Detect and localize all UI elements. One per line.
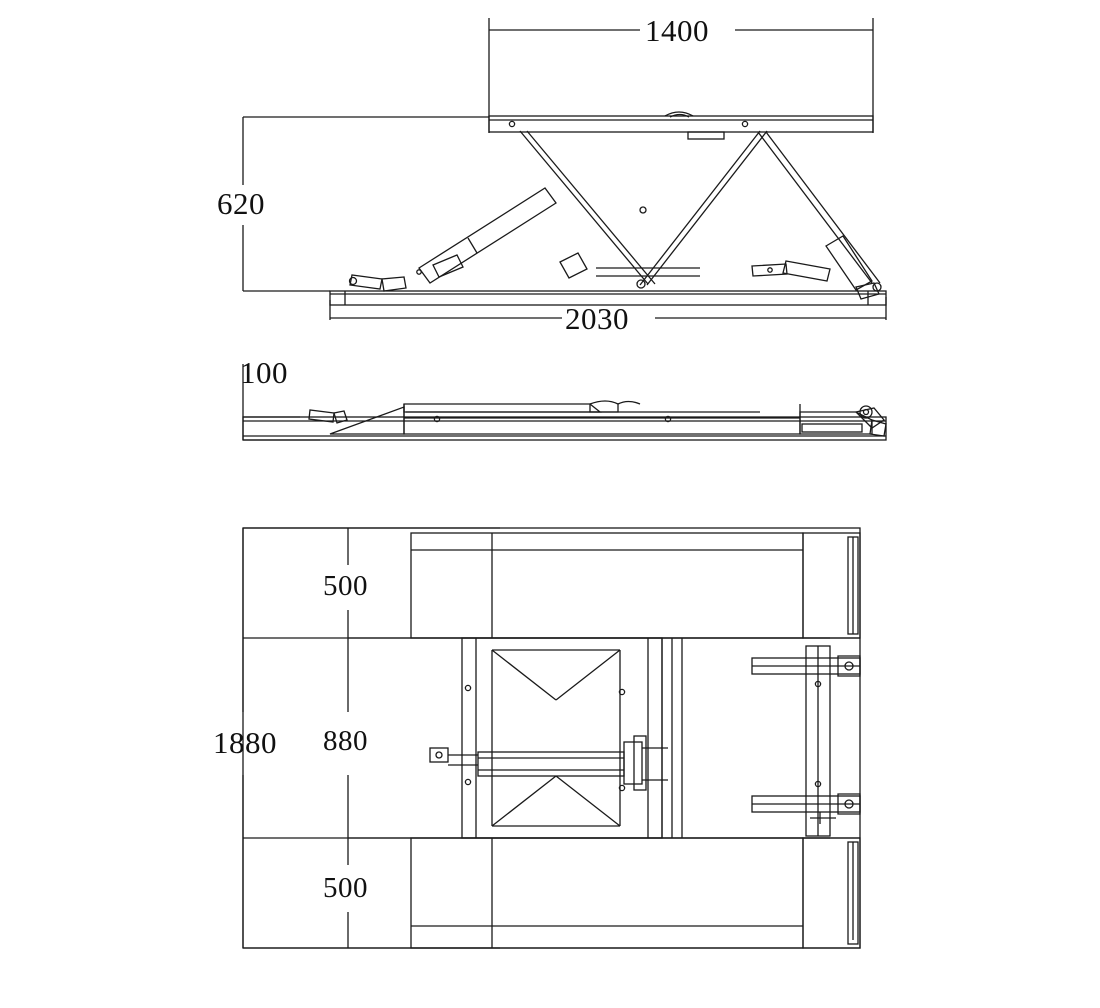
dim-label-620: 620 (217, 186, 265, 221)
dim-label-100: 100 (240, 355, 288, 390)
scissor-arms-raised (350, 131, 882, 299)
dim-620-lines (243, 117, 489, 291)
dim-label-2030: 2030 (565, 301, 629, 336)
dim-label-1400: 1400 (645, 13, 709, 48)
lowered-assembly (243, 401, 886, 440)
plan-platform-upper (411, 533, 860, 638)
plan-right-assembly (752, 646, 860, 836)
plan-platform-lower (411, 838, 860, 948)
dim-label-500-bottom: 500 (323, 872, 368, 904)
platform-plate-raised (489, 112, 873, 139)
dim-label-500-top: 500 (323, 570, 368, 602)
plan-scissor-mechanism (430, 638, 682, 838)
dim-500-880-lines (348, 528, 830, 948)
dim-label-1880: 1880 (213, 725, 277, 760)
dim-label-880: 880 (323, 725, 368, 757)
